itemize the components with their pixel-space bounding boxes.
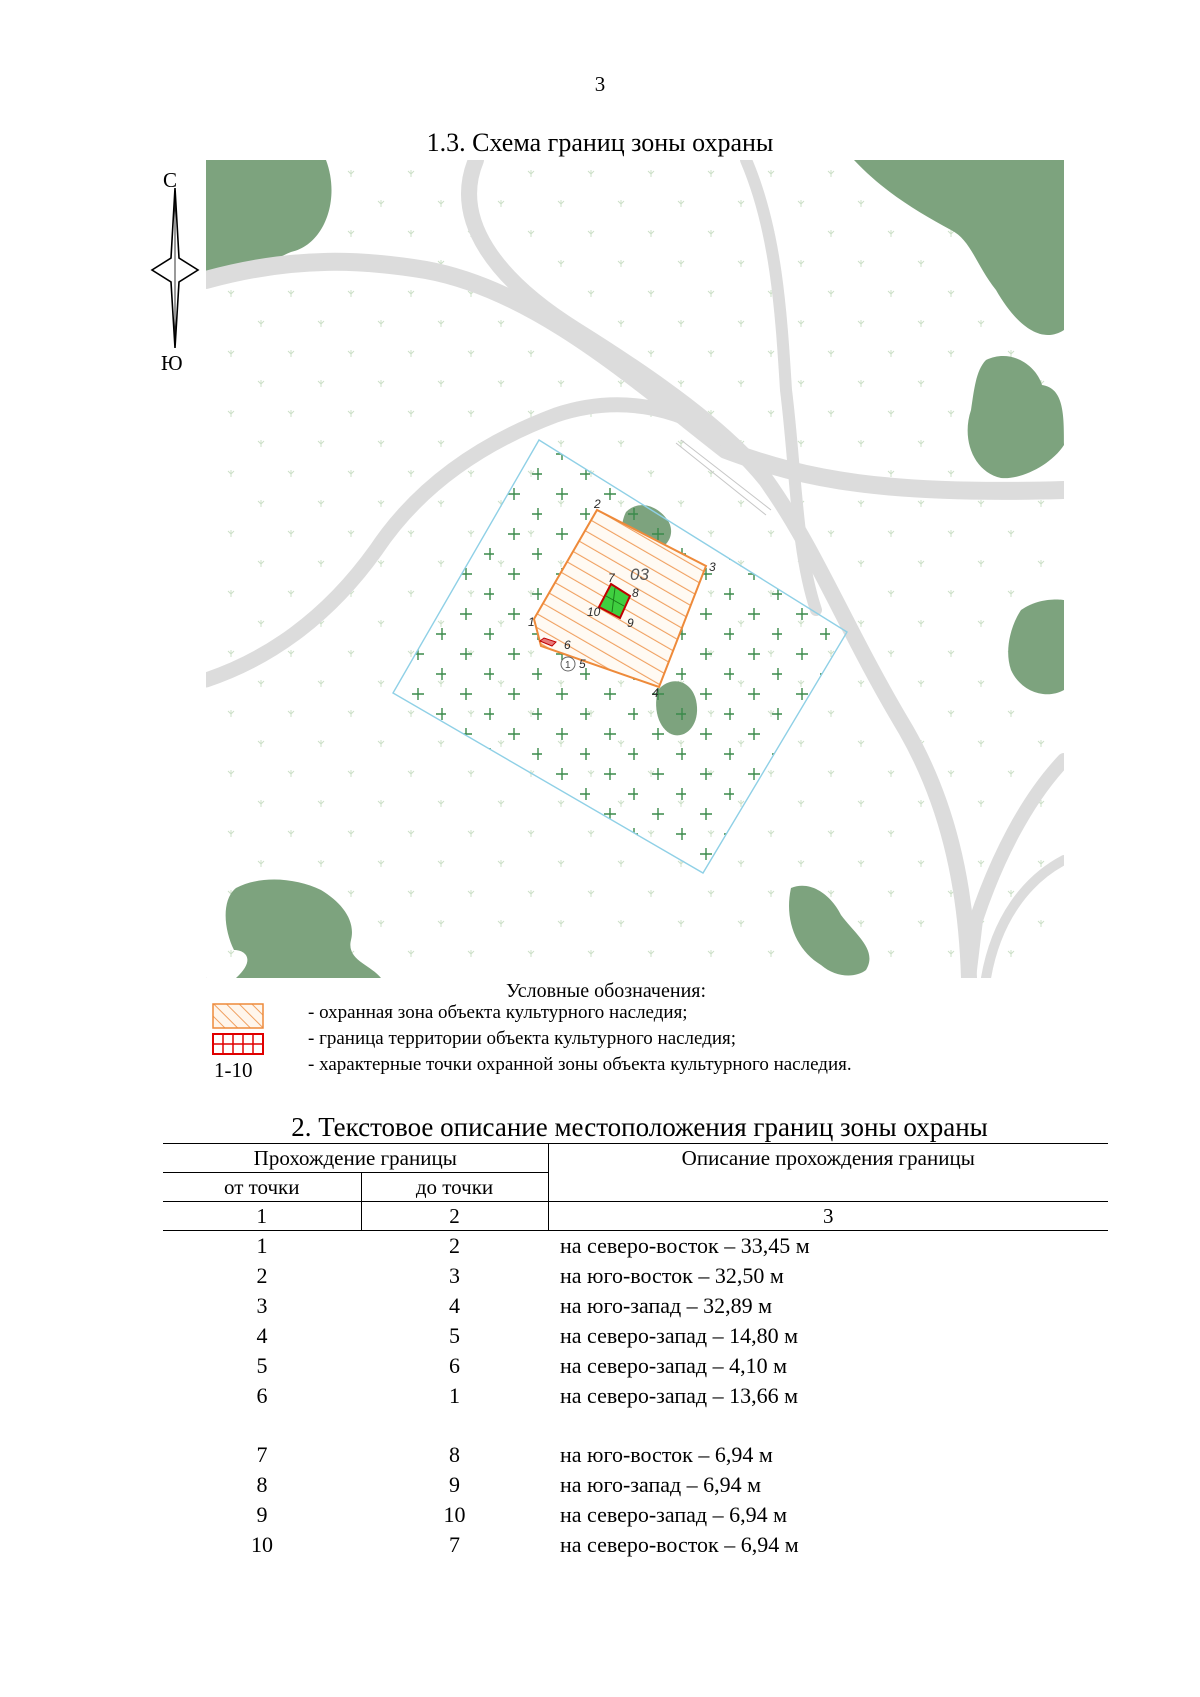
table-row: 5 6 на северо-запад – 4,10 м <box>256 1353 788 1378</box>
point-label: 5 <box>579 657 586 671</box>
map-title: 1.3. Схема границ зоны охраны <box>426 128 774 157</box>
boundary-table <box>163 1143 1108 1560</box>
legend-title: Условные обозначения: <box>506 980 707 1002</box>
point-label: 4 <box>652 686 659 700</box>
boundary-map <box>206 160 1064 978</box>
point-label: 1 <box>528 615 535 629</box>
section-title: 2. Текстовое описание местоположения границ зоны охраны <box>291 1112 988 1142</box>
table-row: 6 1 на северо-запад – 13,66 м <box>256 1383 799 1408</box>
point-label: 7 <box>608 571 615 585</box>
legend-item-zone: - охранная зона объекта культурного наследия; <box>308 1002 688 1023</box>
table-row: 7 8 на юго-восток – 6,94 м <box>256 1442 773 1467</box>
table-spacer <box>163 1411 1108 1440</box>
table-row: 2 3 на юго-восток – 32,50 м <box>256 1263 784 1288</box>
compass-south-label: Ю <box>161 351 183 375</box>
legend-item-points: - характерные точки охранной зоны объекта культурного наследия. <box>308 1054 852 1075</box>
table-row: 8 9 на юго-запад – 6,94 м <box>256 1472 762 1497</box>
legend-hatch-icon <box>212 1003 264 1029</box>
table-row: 3 4 на юго-запад – 32,89 м <box>256 1293 773 1318</box>
table-row: 1 2 на северо-восток – 33,45 м <box>256 1233 810 1258</box>
point-label: 10 <box>587 605 601 619</box>
north-arrow-icon <box>150 188 200 348</box>
column-number: 3 <box>823 1204 834 1228</box>
compass-north-label: С <box>163 168 178 192</box>
table-row: 4 5 на северо-запад – 14,80 м <box>256 1323 799 1348</box>
monument-marker-label: 1 <box>565 660 571 671</box>
legend-points-symbol: 1-10 <box>214 1058 253 1082</box>
header-description: Описание прохождения границы <box>681 1146 975 1170</box>
header-from: от точки <box>163 1173 361 1202</box>
table-row: 10 7 на северо-восток – 6,94 м <box>251 1532 799 1557</box>
column-number: 2 <box>361 1202 548 1231</box>
point-label: 6 <box>564 638 571 652</box>
point-label: 9 <box>627 616 634 630</box>
point-label: 3 <box>709 560 716 574</box>
table-row: 9 10 на северо-запад – 6,94 м <box>256 1502 788 1527</box>
page-number: 3 <box>594 72 606 96</box>
zone-label: 03 <box>630 565 649 584</box>
legend-red-grid-icon <box>212 1033 264 1055</box>
header-group: Прохождение границы <box>163 1144 548 1173</box>
header-to: до точки <box>361 1173 548 1202</box>
legend-item-territory: - граница территории объекта культурного наследия; <box>308 1028 737 1049</box>
column-number: 1 <box>163 1202 361 1231</box>
point-label: 8 <box>632 586 639 600</box>
point-label: 2 <box>594 497 601 511</box>
